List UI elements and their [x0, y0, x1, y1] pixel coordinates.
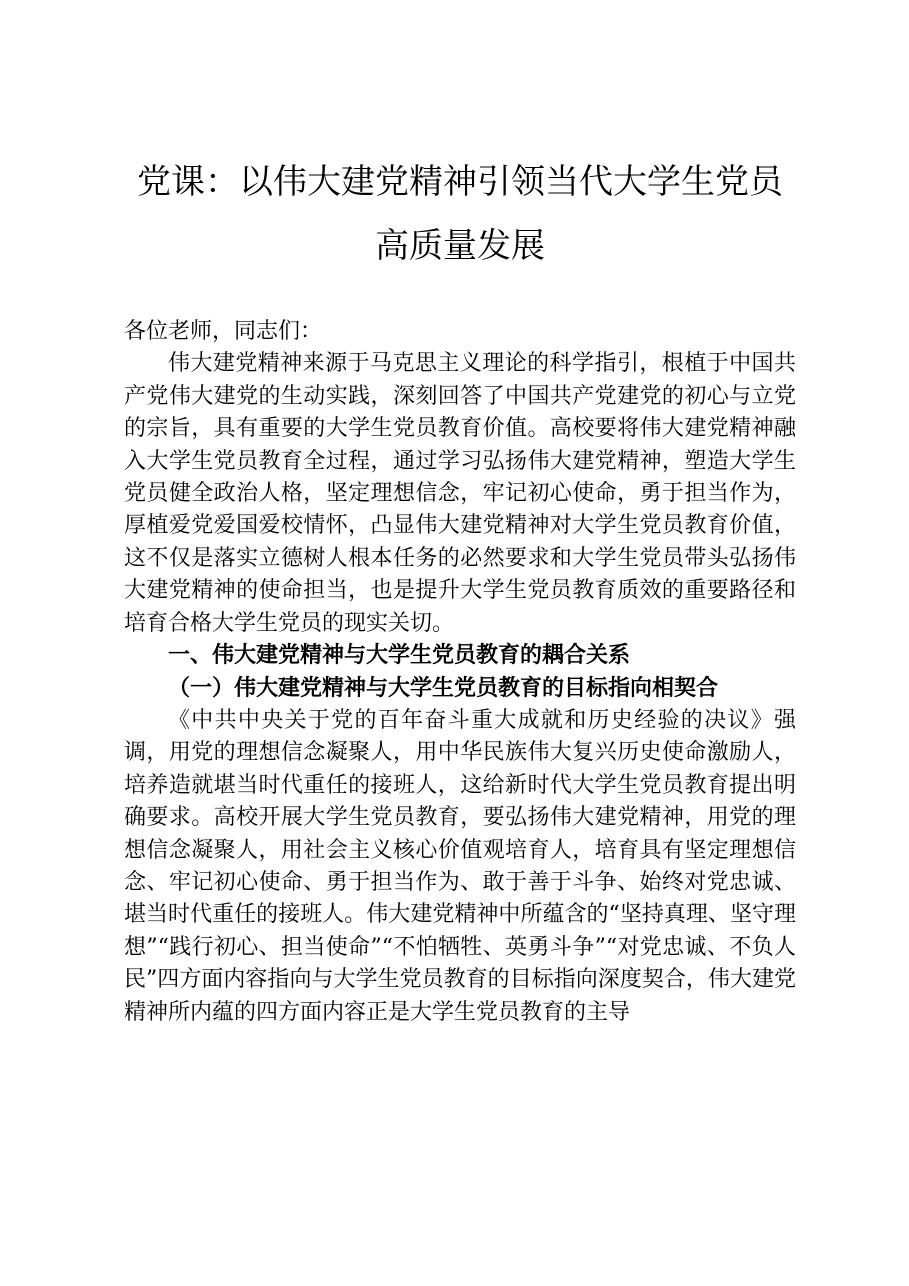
body-paragraph-2: 《中共中央关于党的百年奋斗重大成就和历史经验的决议》强调，用党的理想信念凝聚人，用中华民族伟大复兴历史使命激励人，培养造就堪当时代重任的接班人，这给新时代大学生党员教育提出明确要求。高校开展大学生党员教育，要弘扬伟大建党精神，用党的理想信念凝聚人，用社会主义核心价值观培育人，培育具有坚定理想信念、牢记初心使命、勇于担当作为、敢于善于斗争、始终对党忠诚、堪当时代重任的接班人。伟大建党精神中所蕴含的“坚持真理、坚守理想”“践行初心、担当使命”“不怕牺牲、英勇斗争”“对党忠诚、不负人民”四方面内容指向与大学生党员教育的目标指向深度契合，伟大建党精神所内蕴的四方面内容正是大学生党员教育的主导 [124, 707, 796, 1025]
document-page [124, 150, 796, 1029]
subsection-heading-1: （一）伟大建党精神与大学生党员教育的目标指向相契合 [168, 675, 719, 702]
salutation: 各位老师，同志们： [124, 319, 323, 344]
document-title: 党课：以伟大建党精神引领当代大学生党员高质量发展 [137, 162, 783, 266]
section-heading-1: 一、伟大建党精神与大学生党员教育的耦合关系 [168, 643, 631, 669]
intro-paragraph: 伟大建党精神来源于马克思主义理论的科学指引，根植于中国共产党伟大建党的生动实践，深刻回答了中国共产党建党的初心与立党的宗旨，具有重要的大学生党员教育价值。高校要将伟大建党精神融入大学生党员教育全过程，通过学习弘扬伟大建党精神，塑造大学生党员健全政治人格，坚定理想信念，牢记初心使命，勇于担当作为，厚植爱党爱国爱校情怀，凸显伟大建党精神对大学生党员教育价值，这不仅是落实立德树人根本任务的必然要求和大学生党员带头弘扬伟大建党精神的使命担当，也是提升大学生党员教育质效的重要路径和培育合格大学生党员的现实关切。 [124, 351, 796, 636]
